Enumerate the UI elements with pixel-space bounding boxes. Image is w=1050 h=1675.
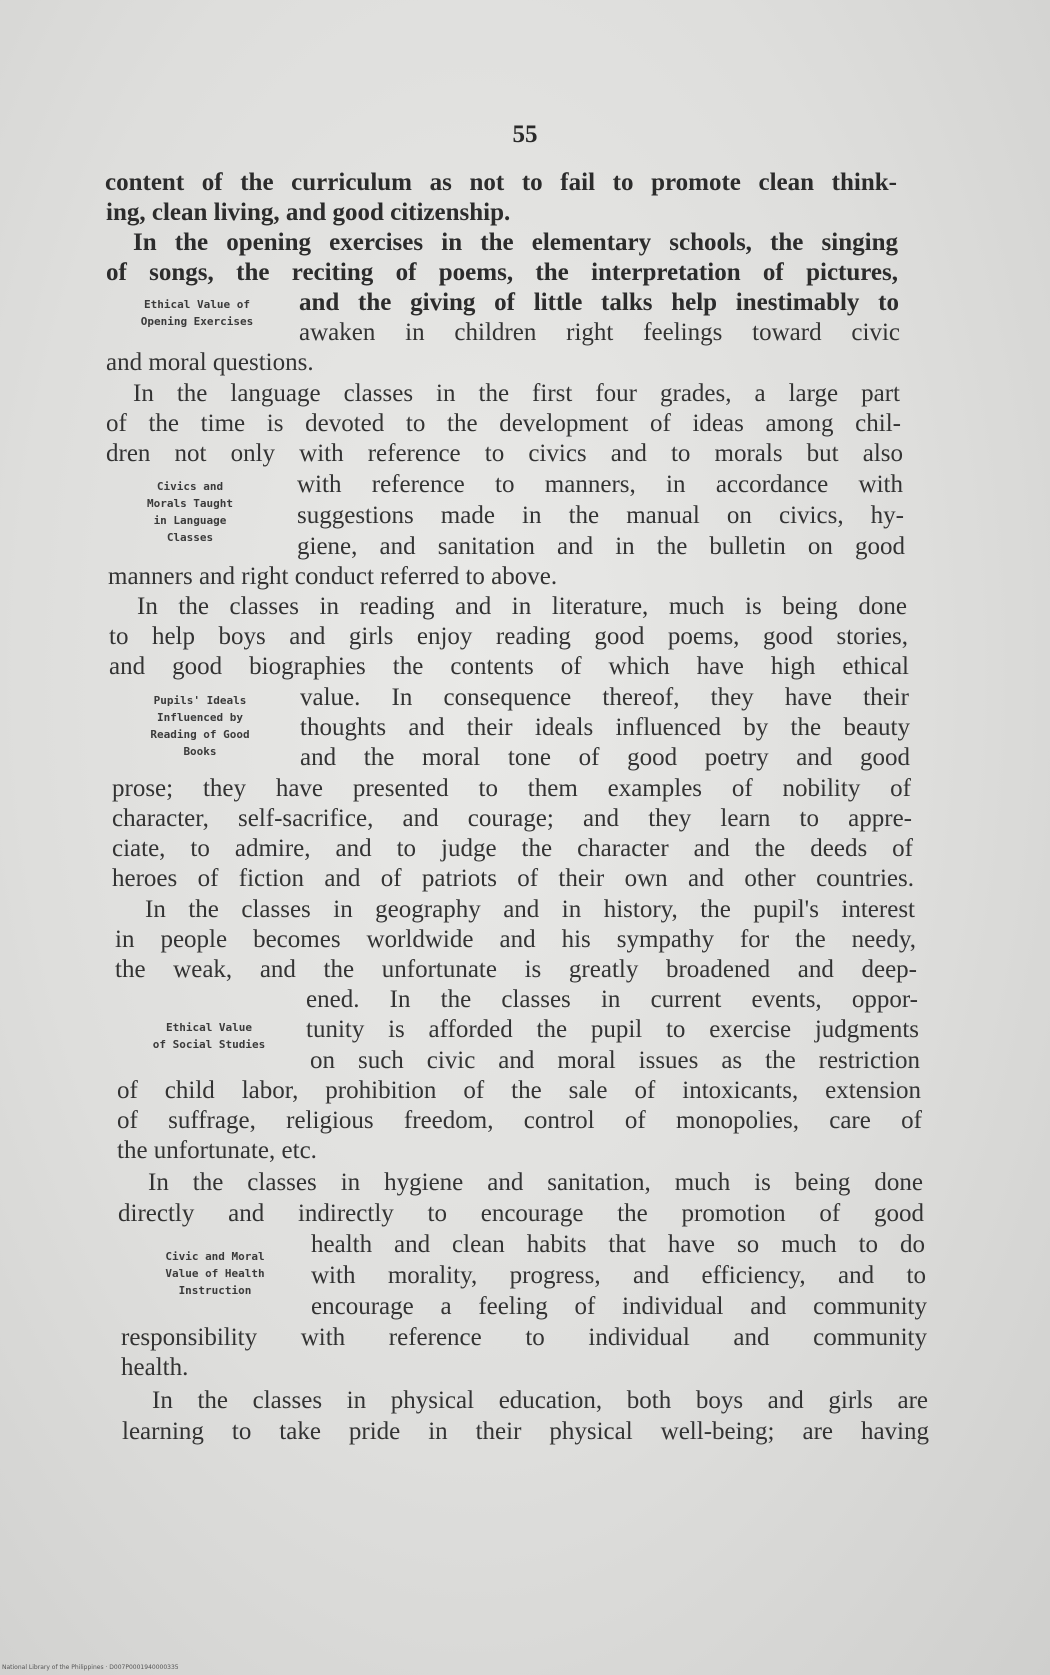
text-line: In the language classes in the first four grades, a large part — [133, 380, 900, 407]
margin-note: Ethical Value of Opening Exercises — [140, 298, 254, 328]
text-line: thoughts and their ideals influenced by the beauty — [300, 714, 910, 741]
text-line: the unfortunate, etc. — [117, 1137, 317, 1164]
text-line: In the classes in reading and in literature, much is being done — [137, 593, 907, 620]
margin-note: Pupils' Ideals Influenced by Reading of Good Books — [150, 694, 250, 758]
text-line: in people becomes worldwide and his sympathy for the needy, — [115, 926, 916, 953]
text-line: value. In consequence thereof, they have their — [300, 684, 909, 711]
text-line: In the classes in geography and in history, the pupil's interest — [145, 896, 915, 923]
text-line: on such civic and moral issues as the restriction — [310, 1047, 920, 1074]
text-line: and the moral tone of good poetry and good — [300, 744, 910, 771]
text-line: directly and indirectly to encourage the promotion of good — [118, 1200, 924, 1227]
page-number: 55 — [512, 121, 538, 148]
text-line: and the giving of little talks help inestimably to — [299, 289, 899, 316]
text-line: In the classes in hygiene and sanitation, much is being done — [148, 1169, 923, 1196]
text-line: of the time is devoted to the development of ideas among chil- — [106, 410, 901, 437]
text-line: responsibility with reference to individual and community — [121, 1324, 927, 1351]
text-line: of suffrage, religious freedom, control of monopolies, care of — [117, 1107, 922, 1134]
text-line: giene, and sanitation and in the bulletin on good — [297, 533, 905, 560]
text-line: In the opening exercises in the elementary schools, the singing — [133, 229, 898, 256]
text-line: and moral questions. — [106, 349, 314, 376]
text-line: ciate, to admire, and to judge the character and the deeds of — [112, 835, 913, 862]
margin-note: Ethical Value of Social Studies — [152, 1021, 266, 1051]
text-line: encourage a feeling of individual and community — [311, 1293, 927, 1320]
text-line: prose; they have presented to them examples of nobility of — [112, 775, 911, 802]
text-line: with reference to manners, in accordance with — [297, 471, 903, 498]
text-line: In the classes in physical education, both boys and girls are — [152, 1387, 928, 1414]
text-line: heroes of fiction and of patriots of their own and other countries. — [112, 865, 914, 892]
text-line: dren not only with reference to civics and to morals but also — [106, 440, 903, 467]
margin-note: Civics and Morals Taught in Language Classes — [146, 480, 234, 544]
text-line: content of the curriculum as not to fail to promote clean think- — [105, 169, 897, 196]
text-line: manners and right conduct referred to above. — [108, 563, 558, 590]
text-line: suggestions made in the manual on civics, hy- — [297, 502, 904, 529]
text-line: learning to take pride in their physical well-being; are having — [122, 1418, 929, 1445]
text-line: awaken in children right feelings toward civic — [299, 319, 900, 346]
text-line: to help boys and girls enjoy reading good poems, good stories, — [109, 623, 908, 650]
text-line: the weak, and the unfortunate is greatly broadened and deep- — [115, 956, 917, 983]
text-line: ing, clean living, and good citizenship. — [106, 199, 511, 226]
text-line: of child labor, prohibition of the sale of intoxicants, extension — [117, 1077, 921, 1104]
text-line: with morality, progress, and efficiency, and to — [311, 1262, 926, 1289]
text-line: tunity is afforded the pupil to exercise judgments — [306, 1016, 919, 1043]
footer-credit: National Library of the Philippines · D007P0001940000335 — [2, 1664, 179, 1671]
text-line: health. — [121, 1354, 189, 1381]
margin-note: Civic and Moral Value of Health Instruction — [165, 1250, 265, 1297]
text-line: health and clean habits that have so much to do — [311, 1231, 925, 1258]
text-line: of songs, the reciting of poems, the interpretation of pictures, — [106, 259, 898, 286]
text-line: and good biographies the contents of which have high ethical — [109, 653, 909, 680]
text-line: ened. In the classes in current events, oppor- — [306, 986, 918, 1013]
text-line: character, self-sacrifice, and courage; and they learn to appre- — [112, 805, 912, 832]
